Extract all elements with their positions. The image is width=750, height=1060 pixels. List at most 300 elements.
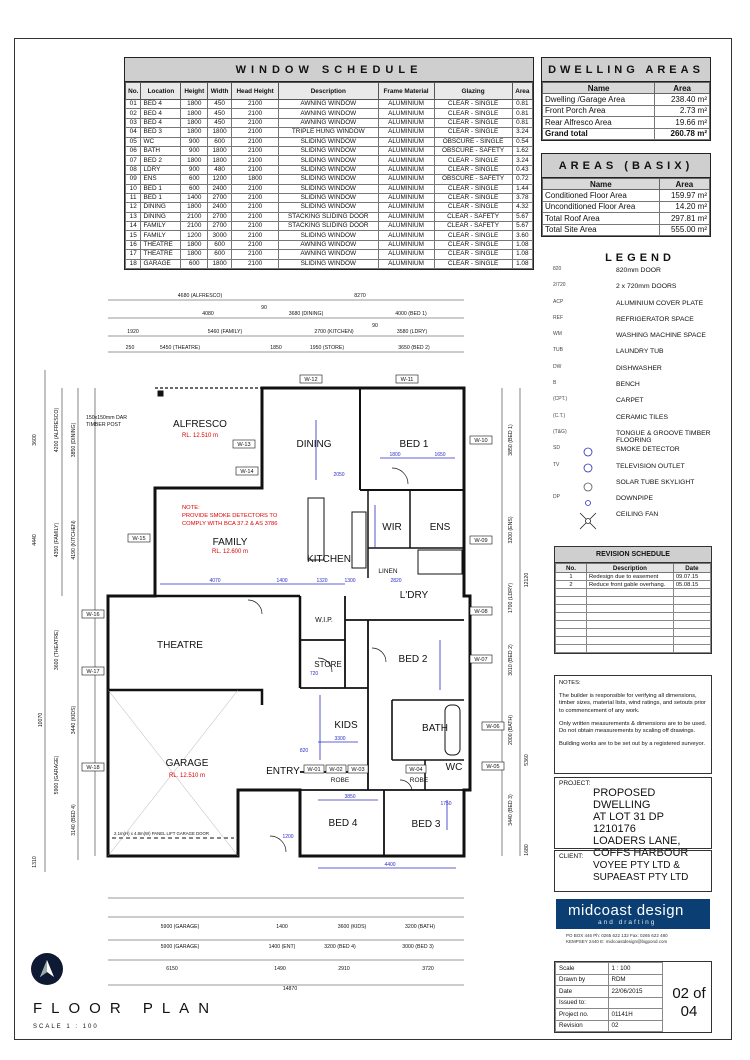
legend-label: SOLAR TUBE SKYLIGHT [616, 478, 695, 486]
ws-cell: 2400 [208, 203, 232, 212]
tb-label: Issued to: [556, 997, 609, 1009]
dim-label: 3000 (BED 3) [402, 944, 434, 950]
right-dimension-labels [508, 424, 530, 856]
ws-cell: 2100 [232, 128, 279, 137]
ws-cell: 16 [126, 240, 141, 249]
legend-label: 820mm DOOR [616, 267, 661, 274]
project-line: COFFS HARBOUR [593, 847, 689, 859]
legend-label: LAUNDRY TUB [616, 348, 664, 356]
ws-cell: 12 [126, 203, 141, 212]
ws-cell: 1200 [181, 231, 208, 240]
smoke-detector-icon [584, 448, 592, 456]
ws-col-header: Head Height [232, 83, 279, 100]
ws-cell: ALUMINIUM [378, 109, 434, 118]
dim-label: 4680 (ALFRESCO) [177, 293, 223, 299]
dim-label: 250 [125, 345, 135, 351]
dim-label: 6150 [166, 966, 178, 972]
ws-cell: CLEAR - SINGLE [434, 259, 512, 268]
dim-label: 3600 [32, 434, 38, 446]
col-area: Area [659, 179, 709, 190]
dim-label: 1650 [434, 452, 446, 458]
ws-cell: 2100 [181, 212, 208, 221]
ws-cell: CLEAR - SAFETY [434, 222, 512, 231]
dim-label: 4190 (KITCHEN) [71, 520, 77, 560]
area-name: Dwelling /Garage Area [543, 94, 655, 106]
area-name: Grand total [543, 128, 655, 140]
ws-cell: CLEAR - SINGLE [434, 193, 512, 202]
ws-cell: 1.08 [512, 259, 532, 268]
dim-label: 5900 (GARAGE) [160, 944, 200, 950]
legend-key: ACP [553, 298, 564, 305]
ws-cell: 02 [126, 109, 141, 118]
ws-cell: 1800 [181, 156, 208, 165]
note-line: COMPLY WITH BCA 37.2 & AS 3786 [182, 521, 278, 527]
dim-label: 10070 [38, 712, 44, 728]
door-swing [248, 600, 262, 614]
wall [300, 772, 464, 856]
ws-cell: BATH [141, 146, 181, 155]
col-no: No. [556, 564, 587, 573]
ws-cell: 2100 [232, 109, 279, 118]
room-label-wip: W.I.P. [315, 617, 333, 624]
drawing-scale: SCALE 1 : 100 [33, 1024, 99, 1030]
downpipe-icon [586, 501, 591, 506]
ws-cell: ALUMINIUM [378, 165, 434, 174]
legend-symbols [580, 448, 596, 529]
dwelling-areas-title: DWELLING AREAS [542, 58, 710, 82]
door-swing [372, 648, 386, 662]
dim-label: 4070 [209, 578, 221, 584]
ceiling-fan-icon [580, 513, 596, 529]
ws-cell: 900 [181, 146, 208, 155]
ws-cell: 2100 [232, 156, 279, 165]
window-tag: W-05 [486, 764, 500, 770]
ws-cell: OBSCURE - SINGLE [434, 137, 512, 146]
room-label-theatre: THEATRE [157, 640, 203, 651]
porch [238, 790, 300, 856]
dim-label: 3140 (BED 4) [71, 804, 77, 836]
ws-cell: ALUMINIUM [378, 193, 434, 202]
legend-key: B [553, 380, 557, 387]
tb-label: Project no. [556, 1009, 609, 1021]
ws-cell: ALUMINIUM [378, 250, 434, 259]
rl-family: RL. 12.600 m [211, 549, 249, 555]
legend-label: TONGUE & GROOVE TIMBER FLOORING [616, 429, 711, 445]
window-tag: W-01 [307, 767, 321, 773]
ws-cell: 1800 [208, 156, 232, 165]
tb-value: 22/06/2015 [608, 986, 663, 998]
ws-col-header: Area [512, 83, 532, 100]
ws-cell: 2700 [208, 222, 232, 231]
ws-cell: BED 2 [141, 156, 181, 165]
rev-no: 1 [556, 573, 587, 581]
ws-col-header: Height [181, 83, 208, 100]
ws-cell: 1.62 [512, 146, 532, 155]
legend-key: 820 [553, 266, 562, 272]
ws-cell: CLEAR - SINGLE [434, 240, 512, 249]
window-tag: W-14 [240, 469, 254, 475]
ws-cell: 0.43 [512, 165, 532, 174]
legend-key: SD [553, 445, 560, 452]
ws-cell: CLEAR - SINGLE [434, 128, 512, 137]
ws-cell: 1800 [181, 118, 208, 127]
ws-cell: 05 [126, 137, 141, 146]
dim-label: 3600 (THEATRE) [54, 629, 60, 671]
rev-description: Reduce front gable overhang. [587, 581, 674, 589]
project-line: LOADERS LANE, [593, 835, 681, 847]
ws-cell: BED 1 [141, 193, 181, 202]
dim-label: 3650 (BED 2) [398, 345, 430, 351]
dim-label: 3600 (KIDS) [337, 924, 367, 930]
ws-cell: CLEAR - SINGLE [434, 231, 512, 240]
ws-cell: 18 [126, 259, 141, 268]
dim-label: 3850 [344, 794, 356, 800]
ws-cell: 600 [181, 184, 208, 193]
ws-col-header: Location [141, 83, 181, 100]
legend-key: REF [553, 314, 563, 321]
ws-cell: SLIDING WINDOW [279, 156, 378, 165]
sheet-number: 02 of 04 [672, 985, 706, 1020]
dim-label: 1750 [440, 801, 452, 807]
ws-cell: ALUMINIUM [378, 240, 434, 249]
ws-cell: 450 [208, 109, 232, 118]
ws-cell: 09 [126, 175, 141, 184]
tv-outlet-icon [584, 464, 592, 472]
ws-cell: 1800 [181, 100, 208, 109]
dim-label: 1400 [276, 924, 288, 930]
skylight-icon [584, 483, 592, 491]
ws-cell: 2100 [232, 118, 279, 127]
legend-label: BENCH [616, 381, 640, 389]
area-name: Unconditioned Floor Area [543, 201, 660, 213]
room-label-bed3: BED 3 [411, 819, 441, 830]
ws-cell: CLEAR - SINGLE [434, 118, 512, 127]
window-schedule-title: WINDOW SCHEDULE [125, 58, 533, 82]
dim-label: 14870 [282, 986, 298, 992]
ws-cell: 600 [208, 240, 232, 249]
ws-cell: 04 [126, 128, 141, 137]
dim-label: 5450 (THEATRE) [159, 345, 201, 351]
legend-label: CERAMIC TILES [616, 413, 668, 421]
ws-cell: BED 4 [141, 109, 181, 118]
ws-cell: 08 [126, 165, 141, 174]
window-tag: W-08 [474, 609, 488, 615]
legend-label: CEILING FAN [616, 511, 659, 519]
ws-cell: ALUMINIUM [378, 118, 434, 127]
room-label-bath: BATH [422, 723, 448, 734]
ws-cell: 1800 [181, 109, 208, 118]
ws-cell: 17 [126, 250, 141, 259]
ws-cell: ALUMINIUM [378, 259, 434, 268]
ws-cell: 2400 [208, 184, 232, 193]
window-tag: W-13 [237, 442, 251, 448]
room-label-bed1: BED 1 [399, 439, 429, 450]
ws-cell: AWNING WINDOW [279, 118, 378, 127]
dim-label: 1800 [389, 452, 401, 458]
legend-key: WM [553, 331, 562, 338]
dim-label: 5460 (FAMILY) [207, 329, 243, 335]
dim-label: 4400 [384, 862, 396, 868]
rl-garage: RL. 12.510 m [168, 773, 206, 779]
dim-label: 2820 [390, 578, 402, 584]
dim-label: 1320 [316, 578, 328, 584]
col-description: Description [587, 564, 674, 573]
ws-cell: 03 [126, 118, 141, 127]
ws-cell: 2100 [232, 240, 279, 249]
ws-cell: 900 [181, 165, 208, 174]
ws-cell: 2100 [232, 259, 279, 268]
ws-cell: AWNING WINDOW [279, 240, 378, 249]
client-line: SUPAEAST PTY LTD [593, 872, 689, 883]
ws-cell: 1800 [181, 240, 208, 249]
ws-cell: 2100 [232, 203, 279, 212]
dim-label: 2910 [338, 966, 350, 972]
ws-cell: 11 [126, 193, 141, 202]
areas-basix-title: AREAS (BASIX) [542, 154, 710, 178]
area-value: 297.81 m² [659, 213, 709, 225]
dim-label: 3010 (BED 2) [508, 644, 514, 676]
ws-cell: BED 3 [141, 128, 181, 137]
ws-cell: ALUMINIUM [378, 146, 434, 155]
ws-cell: 2100 [232, 100, 279, 109]
window-tag: W-07 [474, 657, 488, 663]
note-text: The builder is responsible for verifying all dimensions, timber sizes, material lists, wind ratings, and setouts prior to commencement of any work. [559, 693, 706, 714]
ws-cell: 600 [181, 259, 208, 268]
area-name: Conditioned Floor Area [543, 190, 660, 202]
ws-cell: STACKING SLIDING DOOR [279, 222, 378, 231]
area-value: 14.20 m² [659, 201, 709, 213]
dimension-lines [45, 300, 520, 960]
dim-label: 1300 [344, 578, 356, 584]
room-label-kids: KIDS [334, 720, 358, 731]
wall [108, 596, 300, 705]
legend-key: (T&G) [553, 428, 567, 435]
ws-cell: 1800 [181, 203, 208, 212]
tb-label: Revision [556, 1020, 609, 1032]
room-label-linen: LINEN [378, 568, 398, 575]
ws-cell: 2100 [232, 165, 279, 174]
ws-cell: 2100 [232, 184, 279, 193]
company-name: midcoast design [568, 902, 684, 919]
ws-cell: 0.54 [512, 137, 532, 146]
window-tag: W-04 [409, 767, 423, 773]
window-tag: W-16 [86, 612, 100, 618]
ws-col-header: Width [208, 83, 232, 100]
ws-cell: ALUMINIUM [378, 212, 434, 221]
legend-key: TV [553, 461, 560, 468]
dim-label: 8270 [354, 293, 366, 299]
ws-cell: 1800 [208, 259, 232, 268]
ws-cell: 1200 [208, 175, 232, 184]
room-label-bed2: BED 2 [398, 654, 428, 665]
ws-cell: 2100 [232, 250, 279, 259]
ws-cell: FAMILY [141, 231, 181, 240]
ws-cell: DINING [141, 212, 181, 221]
ws-cell: SLIDING WINDOW [279, 231, 378, 240]
ws-cell: 2100 [232, 222, 279, 231]
ws-cell: 2100 [232, 231, 279, 240]
legend-label: ALUMINIUM COVER PLATE [616, 299, 704, 307]
legend-label: 2 x 720mm DOORS [616, 283, 677, 291]
ws-cell: ALUMINIUM [378, 184, 434, 193]
ws-cell: 06 [126, 146, 141, 155]
dim-label: 1490 [274, 966, 286, 972]
note-line: 150x150mm DAR [86, 415, 127, 421]
ws-cell: GARAGE [141, 259, 181, 268]
ws-cell: 14 [126, 222, 141, 231]
ws-col-header: No. [126, 83, 141, 100]
legend-key: TUB [553, 347, 563, 354]
dim-label: 4080 [202, 311, 214, 317]
ws-cell: SLIDING WINDOW [279, 203, 378, 212]
dim-label: 820 [299, 748, 309, 754]
ws-cell: 1800 [208, 128, 232, 137]
area-value: 19.66 m² [655, 117, 710, 129]
dim-label: 1950 (STORE) [309, 345, 345, 351]
tb-label: Date [556, 986, 609, 998]
legend-label: SMOKE DETECTOR [616, 446, 680, 454]
legend-title: LEGEND [605, 252, 675, 264]
col-name: Name [543, 83, 655, 94]
ens-shower [418, 550, 462, 574]
tb-label: Drawn by [556, 974, 609, 986]
legend-key: DP [553, 494, 560, 501]
note-text: Building works are to be set out by a registered surveyor. [559, 741, 705, 748]
dim-label: 1400 (ENT) [268, 944, 296, 950]
dim-label: 720 [309, 671, 319, 677]
window-tag: W-12 [304, 377, 318, 383]
rev-date: 09.07.15 [673, 573, 710, 581]
legend-label: TELEVISION OUTLET [616, 462, 685, 470]
ws-cell: ALUMINIUM [378, 156, 434, 165]
ws-cell: ALUMINIUM [378, 137, 434, 146]
ws-cell: 5.67 [512, 222, 532, 231]
ws-cell: 1.44 [512, 184, 532, 193]
ws-cell: STACKING SLIDING DOOR [279, 212, 378, 221]
ws-cell: 600 [181, 175, 208, 184]
room-label-store: STORE [314, 660, 342, 669]
room-label-wc: WC [445, 762, 463, 773]
ws-cell: 3.24 [512, 156, 532, 165]
room-label-robe: ROBE [409, 777, 429, 784]
dim-label: 4200 (ALFRESCO) [54, 407, 60, 453]
ws-cell: 1800 [181, 128, 208, 137]
legend-key: (CPT.) [553, 396, 568, 403]
ws-cell: 3000 [208, 231, 232, 240]
dim-label: 1200 [282, 834, 294, 840]
ws-cell: 0.81 [512, 118, 532, 127]
ws-cell: AWNING WINDOW [279, 250, 378, 259]
room-label-kitchen: KITCHEN [307, 554, 351, 565]
ws-cell: 3.78 [512, 193, 532, 202]
area-name: Front Porch Area [543, 105, 655, 117]
window-tag: W-10 [474, 438, 488, 444]
ws-cell: SLIDING WINDOW [279, 259, 378, 268]
ws-cell: SLIDING WINDOW [279, 184, 378, 193]
room-label-bed4: BED 4 [328, 818, 358, 829]
door-swing [392, 468, 408, 484]
window-tag: W-11 [400, 377, 414, 383]
window-tag: W-02 [329, 767, 343, 773]
dim-label: 12120 [524, 572, 530, 588]
ws-cell: CLEAR - SINGLE [434, 156, 512, 165]
dim-label: 4440 [32, 534, 38, 546]
room-label-garage: GARAGE [165, 758, 209, 769]
ws-cell: OBSCURE - SAFETY [434, 146, 512, 155]
ws-cell: SLIDING WINDOW [279, 193, 378, 202]
ws-cell: WC [141, 137, 181, 146]
ws-cell: LDRY [141, 165, 181, 174]
dim-label: 3580 (LDRY) [396, 329, 428, 335]
ws-cell: 450 [208, 100, 232, 109]
col-area: Area [655, 83, 710, 94]
legend-label: WASHING MACHINE SPACE [616, 332, 706, 340]
area-name: Rear Alfresco Area [543, 117, 655, 129]
col-name: Name [543, 179, 660, 190]
ws-cell: 01 [126, 100, 141, 109]
ws-cell: THEATRE [141, 240, 181, 249]
ws-cell: SLIDING WINDOW [279, 137, 378, 146]
ws-cell: FAMILY [141, 222, 181, 231]
ws-cell: 1400 [181, 193, 208, 202]
ws-col-header: Description [279, 83, 378, 100]
window-tag: W-06 [486, 724, 500, 730]
legend-key: DW [553, 363, 562, 370]
project-line: PROPOSED DWELLING [593, 787, 656, 811]
client-label: CLIENT: [559, 853, 584, 860]
ws-cell: 480 [208, 165, 232, 174]
top-dimension-labels [126, 293, 430, 351]
smoke-detector-note [182, 505, 278, 527]
dim-label: 1310 [32, 856, 38, 868]
ws-cell: SLIDING WINDOW [279, 175, 378, 184]
window-tag: W-03 [351, 767, 365, 773]
ws-cell: BED 4 [141, 118, 181, 127]
ws-cell: 1800 [208, 146, 232, 155]
room-label-alfresco: ALFRESCO [173, 419, 227, 430]
ws-cell: CLEAR - SINGLE [434, 109, 512, 118]
legend-label: REFRIGERATOR SPACE [616, 315, 694, 323]
legend-label: DISHWASHER [616, 364, 662, 372]
tb-value: 1 : 100 [608, 963, 663, 975]
ws-cell: 0.81 [512, 109, 532, 118]
ws-cell: AWNING WINDOW [279, 100, 378, 109]
area-name: Total Roof Area [543, 213, 660, 225]
ws-cell: 1800 [181, 250, 208, 259]
ws-cell: 0.72 [512, 175, 532, 184]
ws-cell: THEATRE [141, 250, 181, 259]
ws-cell: 600 [208, 250, 232, 259]
legend-label: DOWNPIPE [616, 495, 654, 503]
ws-cell: CLEAR - SINGLE [434, 100, 512, 109]
dim-label: 3850 (BED 1) [508, 424, 514, 456]
tb-value: 01141H [608, 1009, 663, 1021]
timber-post [158, 391, 163, 396]
ws-cell: SLIDING WINDOW [279, 165, 378, 174]
dim-label: 3440 (BED 3) [508, 794, 514, 826]
ws-cell: 1.08 [512, 240, 532, 249]
ws-cell: CLEAR - SINGLE [434, 165, 512, 174]
ws-cell: 3.60 [512, 231, 532, 240]
room-label-ens: ENS [429, 522, 451, 533]
ws-cell: 10 [126, 184, 141, 193]
ws-cell: 900 [181, 137, 208, 146]
dim-label: 4350 (FAMILY) [54, 522, 60, 558]
ws-cell: 15 [126, 231, 141, 240]
dim-label: 4000 (BED 1) [395, 311, 427, 317]
ws-cell: 600 [208, 137, 232, 146]
dim-label: 3300 [334, 736, 346, 742]
